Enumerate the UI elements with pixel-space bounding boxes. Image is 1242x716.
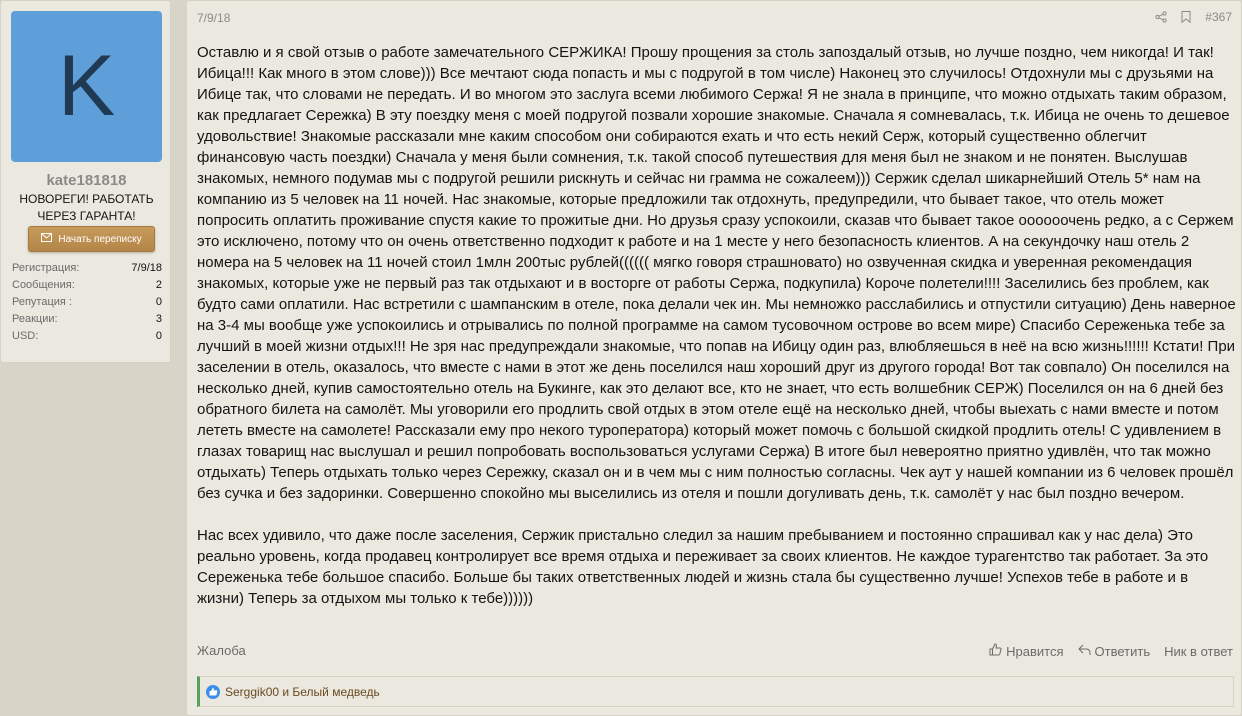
nick-reply-button[interactable]	[1164, 643, 1233, 659]
start-conversation-label: Начать переписку	[58, 233, 142, 245]
post-tools	[1155, 10, 1232, 24]
post-actions	[197, 643, 1233, 659]
stat-row-reputation	[12, 294, 162, 311]
user-panel	[0, 0, 171, 363]
like-reaction-icon	[206, 685, 220, 699]
stat-label: Реакции:	[12, 313, 58, 325]
post-paragraph: Нас всех удивило, что даже после заселения, Сержик пристально следил за нашим пребыванием и постоянно спрашивал как у нас дела) Это реально уровень, когда продавец контролирует все время отдыха и переживает за своих клиентов. Не каждое турагентство так работает. За это Сереженька тебе большое спасибо. Больше бы таких ответственных людей и жизнь стала бы существенно лучше! Успехов тебе в работе и в жизни) Теперь за отдыхом мы только к тебе))))))	[197, 527, 1209, 607]
user-stats	[12, 260, 162, 345]
stat-label: Сообщения:	[12, 279, 75, 291]
stat-label: USD:	[12, 330, 39, 342]
stat-label: Регистрация:	[12, 262, 80, 274]
avatar[interactable]	[11, 11, 162, 162]
stat-row-usd	[12, 328, 162, 345]
post-date[interactable]: 7/9/18	[197, 11, 231, 25]
stat-value: 3	[155, 313, 162, 325]
stat-row-messages	[12, 277, 162, 294]
post-number[interactable]: #367	[1205, 10, 1232, 24]
reply-label: Ответить	[1094, 643, 1151, 659]
nick-reply-label: Ник в ответ	[1164, 643, 1233, 659]
start-conversation-button[interactable]	[28, 226, 155, 252]
user-title: НОВОРЕГИ! РАБОТАТЬ ЧЕРЕЗ ГАРАНТА!	[19, 192, 154, 223]
share-icon[interactable]	[1155, 11, 1167, 23]
thumbs-up-icon	[989, 643, 1002, 659]
reply-button[interactable]	[1078, 643, 1151, 659]
stat-row-reactions	[12, 311, 162, 328]
like-label: Нравится	[1006, 643, 1064, 659]
stat-value[interactable]: 2	[155, 279, 162, 291]
stat-value: 7/9/18	[131, 262, 162, 274]
post-body	[197, 42, 1237, 609]
stat-value: 0	[155, 330, 162, 342]
reactions-bar[interactable]	[197, 676, 1234, 707]
envelope-icon	[41, 233, 52, 245]
bookmark-icon[interactable]	[1181, 11, 1191, 23]
post	[186, 0, 1242, 716]
like-button[interactable]	[989, 643, 1063, 659]
stat-value: 0	[155, 296, 162, 308]
report-link[interactable]: Жалоба	[197, 643, 246, 658]
username[interactable]: kate181818	[46, 172, 127, 189]
post-actions-right	[989, 643, 1233, 659]
stat-label: Репутация :	[12, 296, 72, 308]
stat-row-registration	[12, 260, 162, 277]
reply-icon	[1078, 644, 1091, 659]
avatar-letter: K	[57, 38, 116, 134]
reactions-users[interactable]: Serggik00 и Белый медведь	[225, 684, 380, 699]
post-paragraph: Оставлю и я свой отзыв о работе замечательного СЕРЖИКА! Прошу прощения за столь запоздалый отзыв, но лучше поздно, чем никогда! И так! Ибица!!! Как много в этом слове))) Все мечтают сюда попасть и мы с подругой в том числе) Наконец это случилось! Отдохнули мы с друзьями на Ибице так, что словами не передать. И во многом это заслуга всеми любимого Сержа! Я не знала в принципе, что можно отдыхать таким образом, как предлагает Сережка) В эту поездку меня с моей подругой позвали хорошие знакомые. Сначала я сомневалась, т.к. Ибица не очень то дешевое удовольствие! Знакомые рассказали мне каким способом они собираются ехать и что есть некий Серж, который существенно облегчит финансовую часть поездки) Сначала у меня были сомнения, т.к. такой способ путешествия для меня был не знаком и не понятен. Выслушав знакомых, немного подумав мы с подругой решили рискнуть и сейчас ни грамма не сожалеем))) Сержик сделал шикарнейший Отель 5* нам на компанию из 5 человек на 11 ночей. Нас знакомые, которые предложили так отдохнуть, предупредили, что бывает такое, что отель может попросить оплатить проживание спустя какие то прожитые дни. Но друзья сразу успокоили, сказав что бывает такое оооооочень редко, а с Сержем это исключено, потому что он очень ответственно подходит к работе и на 1 месте у него безопасность клиентов. А на секундочку наш отель 2 номера на 5 человек на 11 ночей стоил 1млн 200тыс рублей(((((( мягко говоря страшновато) но озвученная скидка и уверенная рекомендация знакомых, которые уже не первый раз так отдыхают и в восторге от работы Сержа, подкупила) Короче полетели!!!! Заселились без проблем, как будто сами оплатили. Нас встретили с шампанским в отеле, пока делали чек ин. Мы немножко расслабились и отпустили ситуацию) День наверное на 3-4 мы вообще уже успокоились и отрывались по полной программе на самом тусовочном острове во всем мире) Спасибо Сереженька тебе за лучший в моей жизни отдых!!! Не зря нас предупреждали знакомые, что попав на Ибицу один раз, влюбляешься в неё на всю жизнь!!!!!! Кстати! При заселении в отель, оказалось, что вместе с нами в этот же день поселился наш хороший друг из другого города! Вот так совпало) Он поселился на несколько дней, купив самостоятельно отель на Букинге, как это делают все, кто не знает, что есть волшебник СЕРЖ) Поселился он на 6 дней без обратного билета на самолёт. Мы уговорили его продлить свой отдых в этом отеле ещё на несколько дней, чтобы выехать с нами вместе и потом лететь вместе на самолете! Рассказали ему про некого туроператора) который может помочь с большой скидкой продлить отель! С удивлением в глазах товарищ нас выслушал и решил попробовать воспользоваться услугами Сержа) В итоге был невероятно приятно удивлён, что так можно отдыхать) Теперь отдыхать только через Сережку, сказал он и в чем мы с ним полностью согласны. Чек аут у нашей компании из 6 человек прошёл без сучка и без задоринки. Совершенно спокойно мы выселились из отеля и пошли догуливать день, т.к. самолёт у нас был поздно вечером.	[197, 44, 1236, 502]
